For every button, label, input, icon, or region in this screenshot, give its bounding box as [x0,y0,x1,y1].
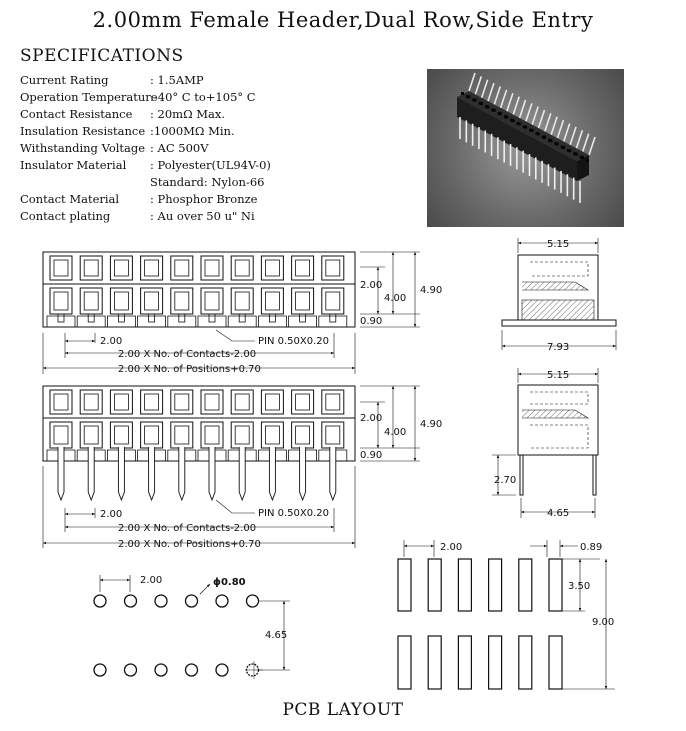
socket-cell-inner [235,292,249,310]
pcb-hole [216,664,228,676]
pcb-pad [398,636,411,689]
through-hole-pin [149,447,155,500]
cell-divider [198,316,226,327]
through-hole-pin [179,447,185,500]
cell-divider [228,316,256,327]
spec-value: :1000MΩ Min. [150,124,235,138]
cell-divider [168,316,196,327]
pcb-hole [186,664,198,676]
pcb-layout-title: PCB LAYOUT [282,700,404,720]
socket-cell-inner [296,426,310,444]
page-title: 2.00mm Female Header,Dual Row,Side Entry [92,8,594,32]
pin-stub [149,314,155,322]
socket-cell-inner [114,260,128,276]
side-top-width-label: 5.15 [547,370,570,381]
spec-value: : 20mΩ Max. [150,107,226,121]
dim-pitch-label: 2.00 [100,509,123,520]
pcb-pad [398,559,411,611]
spec-value: : AC 500V [150,141,209,155]
hole-pitch-label: 2.00 [140,575,163,586]
socket-cell-inner [296,292,310,310]
pin-stub [88,314,94,322]
through-hole-pin [239,447,245,500]
socket-cell-inner [235,426,249,444]
pin-stub [209,314,215,322]
dim-mid-label: 4.00 [384,427,407,438]
pin-stub [239,314,245,322]
cell-divider [138,316,166,327]
through-hole-pin [269,447,275,500]
pcb-hole-layout [94,575,290,679]
pcb-pad [549,636,562,689]
pcb-hole [155,664,167,676]
cell-divider [47,316,75,327]
socket-cell-inner [54,426,68,444]
socket-cell-inner [175,292,189,310]
cell-divider [77,316,105,327]
dim-pitch-label: 2.00 [100,336,123,347]
leg-spacing-label: 4.65 [547,508,570,519]
cell-divider [258,316,286,327]
pcb-pad [549,559,562,611]
positions-formula-label: 2.00 X No. of Positions+0.70 [118,364,261,375]
pcb-hole [186,595,198,607]
dim-upper-label: 2.00 [360,280,383,291]
spec-label: Insulation Resistance [20,124,146,138]
socket-cell-inner [114,394,128,410]
pcb-hole [216,595,228,607]
dim-bottom-label: 0.90 [360,450,383,461]
pcb-pad [458,559,471,611]
socket-cell-inner [235,394,249,410]
pin-stub [179,314,185,322]
socket-cell-inner [235,260,249,276]
dim-bottom-label: 0.90 [360,316,383,327]
socket-cell-inner [296,394,310,410]
socket-cell-inner [205,426,219,444]
spec-label: Insulator Material [20,158,127,172]
through-hole-pin [300,447,306,500]
pin-size-label: PIN 0.50X0.20 [258,508,330,519]
pcb-hole [125,664,137,676]
socket-cell-inner [265,292,279,310]
pcb-hole [125,595,137,607]
through-hole-pin [330,447,336,500]
pin-stub [300,314,306,322]
socket-cell-inner [205,394,219,410]
through-hole-pin [209,447,215,500]
side-bottom-width-label: 7.93 [547,342,570,353]
pad-height-label: 3.50 [568,581,591,592]
spec-label: Withstanding Voltage [20,141,146,155]
pcb-hole [155,595,167,607]
socket-cell-inner [84,260,98,276]
pad-total-height-label: 9.00 [592,617,615,628]
socket-cell-inner [296,260,310,276]
pcb-hole [94,664,106,676]
socket-cell-inner [145,260,159,276]
socket-cell-inner [54,292,68,310]
socket-cell-inner [114,292,128,310]
contacts-formula-label: 2.00 X No. of Contacts-2.00 [118,523,257,534]
pcb-pad [489,636,502,689]
pin-stub [58,314,64,322]
socket-cell-inner [175,260,189,276]
socket-cell-inner [205,260,219,276]
socket-cell-inner [326,260,340,276]
cell-divider [319,316,347,327]
spec-value: : Phosphor Bronze [150,192,258,206]
socket-cell-inner [145,292,159,310]
through-hole-pin [118,447,124,500]
pcb-pad [519,636,532,689]
spec-value: : Au over 50 u" Ni [150,209,255,223]
socket-cell-inner [205,292,219,310]
pin-stub [118,314,124,322]
socket-cell-inner [54,260,68,276]
pin-stub [269,314,275,322]
spec-value: : 1.5AMP [150,73,204,87]
spec-value: : Polyester(UL94V-0) [150,158,271,172]
socket-cell-inner [84,426,98,444]
socket-cell-inner [84,292,98,310]
positions-formula-label: 2.00 X No. of Positions+0.70 [118,539,261,550]
hole-row-spacing-label: 4.65 [265,630,288,641]
hole-diameter-label: ɸ0.80 [213,577,246,588]
socket-cell-inner [265,394,279,410]
cell-divider [107,316,135,327]
cell-divider [289,316,317,327]
socket-cell-inner [326,426,340,444]
side-view-bottom [492,368,598,518]
side-top-width-label: 5.15 [547,239,570,250]
pcb-pad-layout [398,540,615,689]
pcb-hole [94,595,106,607]
pcb-pad [489,559,502,611]
spec-value: :-40° C to+105° C [150,90,256,104]
socket-cell-inner [175,394,189,410]
spec-label: Current Rating [20,73,109,87]
pin-stub [330,314,336,322]
socket-cell-inner [114,426,128,444]
socket-cell-inner [84,394,98,410]
through-hole-pin [58,447,64,500]
socket-cell-inner [326,292,340,310]
pad-pitch-label: 2.00 [440,542,463,553]
pcb-pad [458,636,471,689]
specifications-heading: SPECIFICATIONS [20,46,184,66]
pcb-pad [428,636,441,689]
spec-label: Contact plating [20,209,111,223]
spec-value: Standard: Nylon-66 [150,175,265,189]
socket-cell-inner [265,260,279,276]
contacts-formula-label: 2.00 X No. of Contacts-2.00 [118,349,257,360]
dim-mid-label: 4.00 [384,293,407,304]
pcb-pad [428,559,441,611]
pad-width-label: 0.89 [580,542,603,553]
leg-height-label: 2.70 [494,475,517,486]
dim-upper-label: 2.00 [360,413,383,424]
spec-label: Operation Temperature [20,90,158,104]
side-view-top [502,238,616,350]
pcb-hole [247,595,259,607]
socket-cell-inner [175,426,189,444]
pcb-pad [519,559,532,611]
dim-total-label: 4.90 [420,285,443,296]
dim-total-label: 4.90 [420,419,443,430]
socket-cell-inner [145,426,159,444]
through-hole-pin [88,447,94,500]
socket-cell-inner [326,394,340,410]
socket-cell-inner [54,394,68,410]
spec-label: Contact Resistance [20,107,133,121]
pin-size-label: PIN 0.50X0.20 [258,336,330,347]
socket-cell-inner [145,394,159,410]
spec-label: Contact Material [20,192,120,206]
socket-cell-inner [265,426,279,444]
